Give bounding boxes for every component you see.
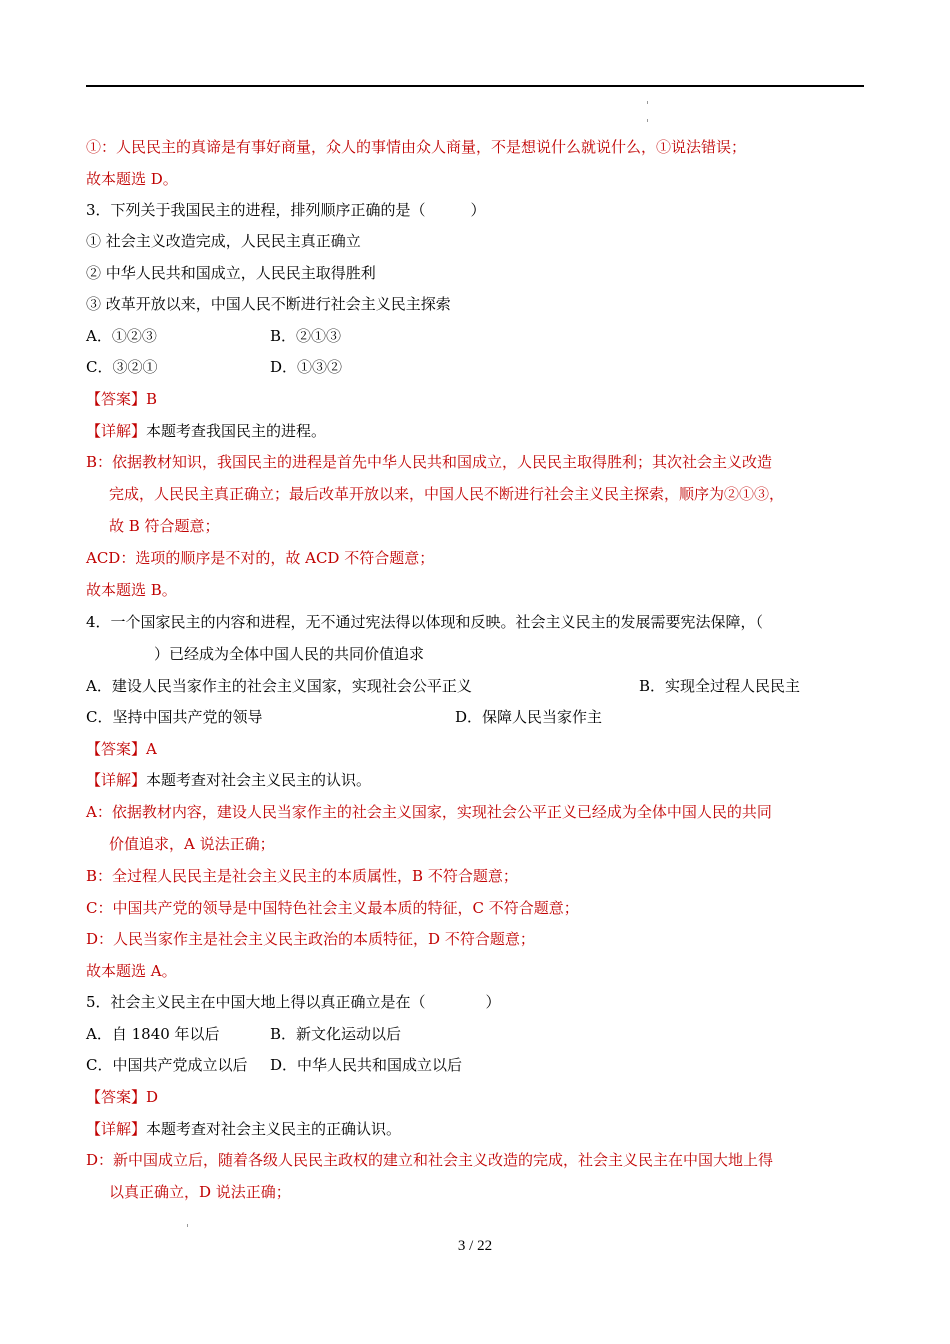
question-5-answer: 【答案】D bbox=[86, 1088, 159, 1106]
question-3-explanation: B：依据教材知识，我国民主的进程是首先中华人民共和国成立，人民民主取得胜利；其次社会主义改造 bbox=[86, 453, 773, 471]
question-5-option-d: D．中华人民共和国成立以后 bbox=[270, 1056, 463, 1074]
question-3-stem: 3．下列关于我国民主的进程，排列顺序正确的是（ ） bbox=[86, 201, 486, 219]
question-3-detail bbox=[86, 421, 326, 441]
question-4-stem-cont: ）已经成为全体中国人民的共同价值追求 bbox=[109, 645, 425, 663]
question-3-statement-3: ③ 改革开放以来，中国人民不断进行社会主义民主探索 bbox=[86, 295, 451, 313]
question-4-option-c: C．坚持中国共产党的领导 bbox=[86, 708, 263, 726]
question-4-explanation-cont: 价值追求，A 说法正确； bbox=[109, 835, 275, 853]
question-3-explanation-cont: 完成，人民民主真正确立；最后改革开放以来，中国人民不断进行社会主义民主探索，顺序为②①③， bbox=[109, 485, 785, 503]
question-4-option-d: D．保障人民当家作主 bbox=[455, 708, 603, 726]
question-5-explanation-cont: 以真正确立，D 说法正确； bbox=[109, 1183, 291, 1201]
question-4-explanation: C：中国共产党的领导是中国特色社会主义最本质的特征，C 不符合题意； bbox=[86, 899, 579, 917]
detail-text: 本题考查对社会主义民主的认识。 bbox=[146, 771, 372, 789]
question-3-explanation-cont: 故 B 符合题意； bbox=[109, 517, 220, 535]
question-3-conclusion: 故本题选 B。 bbox=[86, 581, 177, 599]
question-5-option-b: B．新文化运动以后 bbox=[270, 1025, 402, 1043]
decorative-dot bbox=[187, 1224, 188, 1227]
page-number: 3 / 22 bbox=[457, 1238, 493, 1254]
question-3-option-b: B．②①③ bbox=[270, 327, 342, 345]
question-4-option-b: B．实现全过程人民民主 bbox=[639, 677, 801, 695]
conclusion-line: 故本题选 D。 bbox=[86, 170, 178, 188]
explanation-line: ①：人民民主的真谛是有事好商量，众人的事情由众人商量，不是想说什么就说什么，①说法错误； bbox=[86, 138, 747, 156]
question-4-explanation: D：人民当家作主是社会主义民主政治的本质特征，D 不符合题意； bbox=[86, 930, 535, 948]
question-4-stem: 4．一个国家民主的内容和进程，无不通过宪法得以体现和反映。社会主义民主的发展需要宪法保障，（ bbox=[86, 613, 764, 631]
detail-text: 本题考查对社会主义民主的正确认识。 bbox=[146, 1120, 402, 1138]
decorative-dot bbox=[647, 119, 648, 122]
question-3-answer: 【答案】B bbox=[86, 390, 158, 408]
question-5-option-c: C．中国共产党成立以后 bbox=[86, 1056, 248, 1074]
question-4-conclusion: 故本题选 A。 bbox=[86, 962, 177, 980]
question-4-answer: 【答案】A bbox=[86, 740, 157, 758]
question-3-explanation: ACD：选项的顺序是不对的，故 ACD 不符合题意； bbox=[86, 549, 435, 567]
question-3-option-c: C．③②① bbox=[86, 358, 158, 376]
decorative-dot bbox=[647, 101, 648, 104]
question-4-detail bbox=[86, 770, 371, 790]
question-4-explanation: B：全过程人民民主是社会主义民主的本质属性，B 不符合题意； bbox=[86, 867, 518, 885]
question-5-option-a: A．自 1840 年以后 bbox=[86, 1025, 220, 1043]
question-3-statement-2: ② 中华人民共和国成立，人民民主取得胜利 bbox=[86, 264, 376, 282]
question-5-detail bbox=[86, 1119, 401, 1139]
detail-tag: 【详解】 bbox=[86, 1120, 147, 1138]
header-rule bbox=[86, 85, 864, 87]
question-4-option-a: A．建设人民当家作主的社会主义国家，实现社会公平正义 bbox=[86, 677, 472, 695]
question-3-option-d: D．①③② bbox=[270, 358, 343, 376]
question-3-statement-1: ① 社会主义改造完成，人民民主真正确立 bbox=[86, 232, 361, 250]
detail-text: 本题考查我国民主的进程。 bbox=[146, 422, 327, 440]
question-3-option-a: A．①②③ bbox=[86, 327, 157, 345]
question-4-explanation: A：依据教材内容，建设人民当家作主的社会主义国家，实现社会公平正义已经成为全体中国人民的共同 bbox=[86, 803, 772, 821]
question-5-explanation: D：新中国成立后，随着各级人民民主政权的建立和社会主义改造的完成，社会主义民主在中国大地上得 bbox=[86, 1151, 774, 1169]
detail-tag: 【详解】 bbox=[86, 771, 147, 789]
detail-tag: 【详解】 bbox=[86, 422, 147, 440]
question-5-stem: 5．社会主义民主在中国大地上得以真正确立是在（ ） bbox=[86, 993, 501, 1011]
